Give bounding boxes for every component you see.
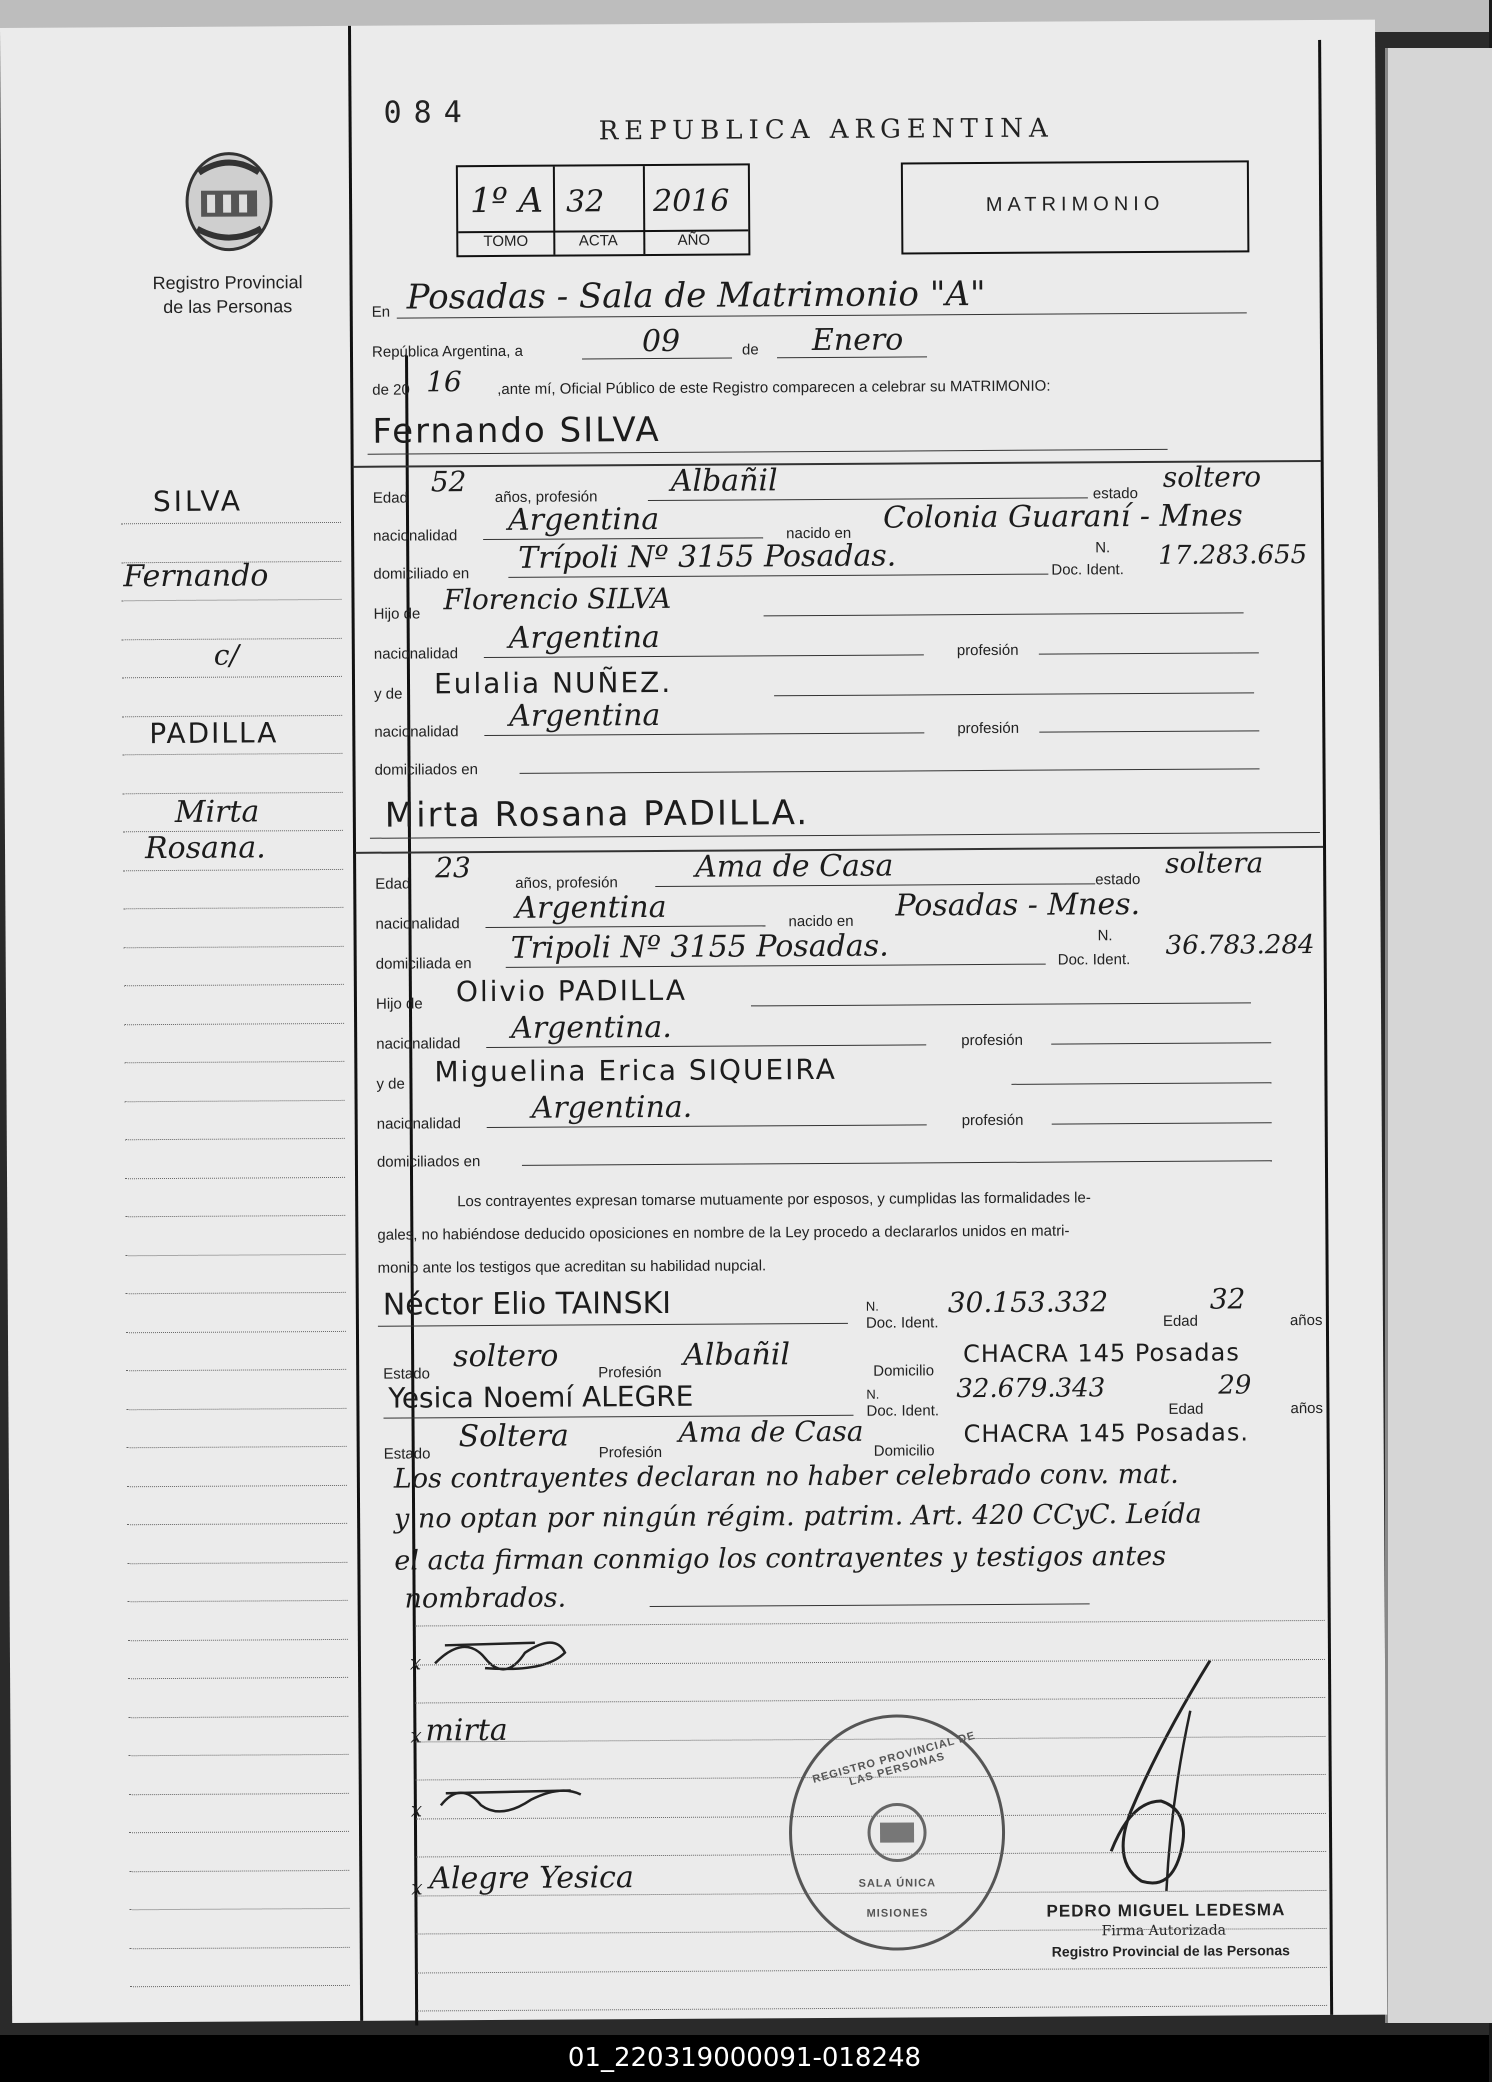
registry-line2: de las Personas [163,296,293,318]
groom-address: Trípoli Nº 3155 Posadas. [518,538,897,576]
tomo-label: TOMO [483,232,529,251]
margin-rule-line [124,984,344,986]
notes-line4: nombrados. [404,1582,567,1615]
groom-nationality: Argentina [507,501,660,538]
groom-estado-label: estado [1092,485,1138,503]
margin-groom-surname: SILVA [152,484,244,519]
acta-value: 32 [565,184,605,220]
margin-line-right [1318,40,1333,2015]
witness2-anos: años [1290,1399,1324,1418]
page-number: 084 [383,95,474,131]
bride-fprof-label: profesión [961,1031,1023,1050]
margin-rule-line [126,1407,346,1409]
right-page-edge [1385,48,1492,2023]
certificate-page [0,20,1387,2023]
margin-rule-line [125,1099,345,1101]
groom-nac-label: nacionalidad [373,527,458,545]
bride-mnac-label: nacionalidad [376,1115,462,1133]
margin-rule-line [123,907,343,909]
margin-rule-line [126,1330,346,1332]
margin-rule-line [126,1292,346,1294]
witness2-doc-n: N. [866,1386,880,1402]
place: Posadas - Sala de Matrimonio "A" [406,273,986,318]
groom-mprof-label: profesión [957,719,1020,738]
margin-rule-line [127,1523,347,1525]
margin-bride-name2: Rosana. [144,830,266,867]
bride-anos-label: años, profesión [515,874,618,892]
statement: ,ante mí, Oficial Público de este Registro comparecen a celebrar su MATRIMONIO: [497,377,1051,398]
bride-nac-label: nacionalidad [375,915,460,933]
margin-line-left [348,26,363,2021]
witness2-estado-label: Estado [383,1445,431,1463]
bride-doc-number: 36.783.284 [1165,929,1315,961]
groom-mother: Eulalia NUÑEZ. [433,665,673,701]
bride-age: 23 [435,851,471,885]
witness1-anos: años [1289,1311,1323,1330]
margin-rule-line [125,1176,345,1178]
ano-value: 2016 [652,183,730,220]
margin-conj: c/ [213,638,240,672]
bride-nationality: Argentina [515,889,667,926]
margin-rule-line [125,1253,345,1255]
groom-mnac-label: nacionalidad [374,723,459,741]
acta-label: ACTA [578,232,618,250]
margin-rule-line [121,522,341,524]
margin-rule-line [123,868,343,870]
margin-rule-line [122,676,342,678]
official-stamp [788,1714,1005,1951]
witness2-dom-label: Domicilio [873,1442,935,1460]
sig4-mark: x [411,1875,423,1900]
margin-bride-surname: PADILLA [149,716,279,751]
witness2-doc: 32.679.343 [956,1373,1106,1405]
bride-hijo-label: Hijo de [375,995,423,1013]
groom-father-nat: Argentina [508,619,660,656]
stamp-emblem-icon [862,1797,932,1867]
year-prefix: de 20 [372,381,410,399]
witness2-prof-label: Profesión [598,1443,663,1462]
bride-profession: Ama de Casa [695,848,894,885]
margin-rule-line [124,1022,344,1024]
witness1-prof-label: Profesión [598,1363,662,1382]
record-box [456,163,751,257]
bride-father-nat: Argentina. [511,1009,672,1046]
witness1-edad-label: Edad [1162,1312,1199,1330]
groom-doc-n: N. [1095,539,1111,557]
bride-doc-label: Doc. Ident. [1057,951,1131,969]
bride-father: Olivio PADILLA [455,973,688,1009]
witness1-estado-label: Estado [383,1365,430,1383]
groom-yde-label: y de [374,685,403,703]
groom-doc-number: 17.283.655 [1158,540,1308,571]
country-title: REPUBLICA ARGENTINA [598,113,1054,147]
margin-rule-line [124,945,344,947]
bride-mother: Miguelina Erica SIQUEIRA [434,1052,837,1089]
bride-nacido-label: nacido en [788,912,854,931]
groom-father: Florencio SILVA [443,581,672,617]
official-title: Firma Autorizada [1101,1922,1227,1940]
month: Enero [811,322,904,359]
groom-fnac-label: nacionalidad [373,645,459,663]
witness1-doc-label: Doc. Ident. [865,1314,939,1332]
witness2-address: CHACRA 145 Posadas. [963,1418,1250,1449]
groom-fprof-label: profesión [956,641,1019,660]
margin-bride-name1: Mirta [174,794,260,830]
witness1-doc: 30.153.332 [947,1285,1109,1320]
sig3-mark: x [410,1797,423,1822]
groom-age: 52 [430,465,467,499]
margin-rule-line [127,1484,347,1486]
witness1-age: 32 [1209,1282,1246,1316]
groom-birthplace: Colonia Guaraní - Mnes [882,498,1243,536]
margin-rule-line [129,1869,349,1871]
groom-doc-label: Doc. Ident. [1051,561,1124,579]
witness2-doc-label: Doc. Ident. [866,1402,940,1420]
groom-nacido-label: nacido en [786,524,852,543]
margin-rule-line [130,1946,350,1948]
witness2-age: 29 [1218,1370,1252,1401]
margin-rule-line [130,1985,350,1987]
doc-type-box [901,160,1250,254]
margin-rule-line [129,1908,349,1910]
witness2-edad-label: Edad [1168,1400,1204,1418]
margin-rule-line [129,1792,349,1794]
groom-status: soltero [1162,460,1262,494]
de-label: de [741,341,759,359]
notes-line2: y no optan por ningún régim. patrim. Art. 420 CCyC. Leída [394,1498,1202,1535]
groom-edad-label: Edad [372,489,408,507]
witness1-profession: Albañil [683,1337,791,1373]
groom-hijo-label: Hijo de [373,605,421,623]
registry-line1: Registro Provincial [152,272,303,294]
margin-rule-line [128,1638,348,1640]
margin-rule-line [129,1831,349,1833]
sig1-mark: x [409,1650,422,1675]
bride-fnac-label: nacionalidad [376,1035,461,1053]
groom-anos-label: años, profesión [494,488,598,506]
official-name: PEDRO MIGUEL LEDESMA [1046,1900,1286,1921]
stamp-inner-text: SALA ÚNICA [858,1877,937,1890]
groom-profession: Albañil [670,463,778,499]
bride-address: Tripoli Nº 3155 Posadas. [510,928,889,966]
margin-rule-line [122,753,342,755]
bride-doc-n: N. [1097,927,1113,945]
bride-dom-label: domiciliada en [375,955,472,973]
margin-rule-line [125,1138,345,1140]
en-label: En [371,303,391,321]
declaration-line2: gales, no habiéndose deducido oposiciones en nombre de la Ley procedo a declararlos unidos en matri- [377,1222,1070,1244]
margin-rule-line [128,1677,348,1679]
doc-type: MATRIMONIO [985,192,1165,216]
year-suffix: 16 [426,365,462,399]
bride-full-name: Mirta Rosana PADILLA. [384,793,810,836]
margin-groom-name: Fernando [123,558,269,595]
witness2-name: Yesica Noemí ALEGRE [388,1379,694,1415]
bride-status: soltera [1165,846,1264,880]
margin-rule-line [121,599,341,601]
groom-mother-nat: Argentina [509,697,661,734]
ano-label: AÑO [677,231,711,249]
margin-rule-line [127,1561,347,1563]
tomo-value: 1º A [469,180,544,222]
declaration-line1: Los contrayentes expresan tomarse mutuamente por esposos, y cumplidas las formalidades le- [457,1189,1091,1211]
bride-birthplace: Posadas - Mnes. [895,887,1141,924]
groom-doms-label: domiciliados en [374,761,478,779]
margin-rule-line [123,791,343,793]
margin-rule-line [125,1215,345,1217]
witness1-dom-label: Domicilio [873,1362,935,1380]
sig2-text: mirta [425,1712,508,1749]
body-rule-line [417,2005,1327,2012]
margin-rule-line [127,1446,347,1448]
bride-mprof-label: profesión [961,1111,1024,1130]
bride-edad-label: Edad [375,875,411,893]
bride-mother-nat: Argentina. [531,1089,693,1126]
signature-groom-icon [425,1622,585,1683]
groom-full-name: Fernando SILVA [372,409,661,452]
margin-rule-line [129,1754,349,1756]
stamp-bottom-text: MISIONES [866,1907,929,1920]
witness2-profession: Ama de Casa [678,1414,864,1449]
republica-label: República Argentina, a [371,342,523,361]
official-signature-icon [1070,1650,1252,1911]
witness1-address: CHACRA 145 Posadas [963,1338,1240,1369]
notes-line1: Los contrayentes declaran no haber celebrado conv. mat. [393,1458,1179,1495]
margin-rule-line [126,1369,346,1371]
province-seal-icon [179,146,280,257]
stamp-ring-text: REGISTRO PROVINCIAL DE LAS PERSONAS [811,1729,977,1789]
margin-rule-line [128,1600,348,1602]
witness2-status: Soltera [458,1418,569,1455]
margin-rule-line [124,1061,344,1063]
witness1-doc-n: N. [865,1298,879,1314]
sig4-text: Alegre Yesica [429,1860,634,1897]
official-office: Registro Provincial de las Personas [1051,1942,1290,1960]
bride-estado-label: estado [1095,871,1141,889]
sig2-mark: x [410,1723,422,1748]
witness1-status: soltero [453,1338,559,1375]
groom-dom-label: domiciliado en [373,565,470,583]
body-rule-line [417,1966,1327,1973]
notes-line3: el acta firman conmigo los contrayentes y testigos antes [394,1540,1167,1577]
bride-doms-label: domiciliados en [376,1153,481,1171]
declaration-line3: monio ante los testigos que acreditan su habilidad nupcial. [377,1257,767,1277]
margin-rule-line [128,1715,348,1717]
bride-yde-label: y de [376,1075,405,1093]
witness1-name: Néctor Elio TAINSKI [382,1285,672,1323]
image-caption: 01_220319000091-018248 [0,2035,1489,2082]
day: 09 [641,323,681,360]
